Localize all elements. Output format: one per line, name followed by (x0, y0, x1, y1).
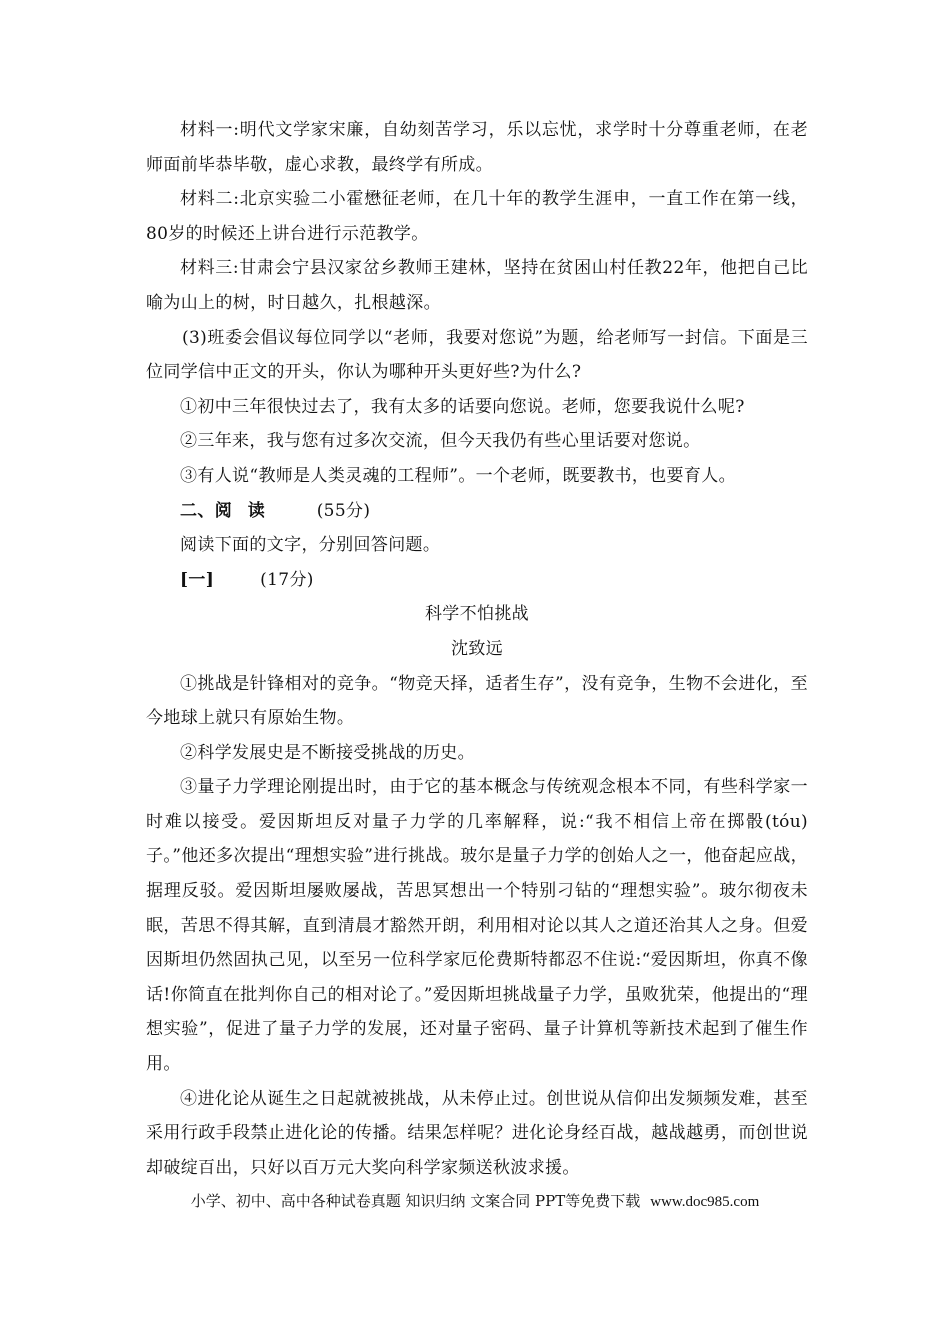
part-label: [一] (180, 569, 215, 590)
question-3: (3)班委会倡议每位同学以“老师，我要对您说”为题，给老师写一封信。下面是三位同学信中正文的开头，你认为哪种开头更好些?为什么? (146, 327, 808, 383)
material-1: 材料一:明代文学家宋廉，自幼刻苦学习，乐以忘忧，求学时十分尊重老师，在老师面前毕恭毕敬，虚心求教，最终学有所成。 (146, 120, 808, 175)
article-title: 科学不怕挑战 (424, 604, 530, 625)
footer-text: 小学、初中、高中各种试卷真题 知识归纳 文案合同 PPT等免费下载 (190, 1192, 641, 1210)
article-paragraph-4: ④进化论从诞生之日起就被挑战，从未停止过。创世说从信仰出发频频发难，甚至采用行政手段禁止进化论的传播。结果怎样呢？进化论身经百战，越战越勇，而创世说却破绽百出，只好以百万元大奖向科学家频送秋波求援。 (146, 1088, 808, 1178)
section-score: (55分) (316, 500, 371, 521)
part-1-heading (146, 563, 808, 598)
option-2: ②三年来，我与您有过多次交流，但今天我仍有些心里话要对您说。 (180, 431, 701, 452)
option-3: ③有人说“教师是人类灵魂的工程师”。一个老师，既要教书，也要育人。 (180, 465, 736, 486)
page-footer (0, 1189, 950, 1214)
article-author: 沈致远 (450, 638, 504, 659)
page-content (146, 113, 808, 1185)
part-score: (17分) (260, 569, 314, 590)
article-paragraph-1: ①挑战是针锋相对的竞争。“物竞天择，适者生存”，没有竞争，生物不会进化，至今地球上就只有原始生物。 (146, 673, 808, 729)
section-2-heading (146, 494, 808, 529)
section-title: 阅读 (214, 500, 281, 521)
section-number: 二、 (180, 500, 215, 521)
footer-site-link[interactable]: www.doc985.com (650, 1194, 760, 1210)
article-paragraph-2: ②科学发展史是不断接受挑战的历史。 (180, 742, 475, 763)
option-1: ①初中三年很快过去了，我有太多的话要向您说。老师，您要我说什么呢? (180, 396, 745, 417)
material-2: 材料二:北京实验二小霍懋征老师，在几十年的教学生涯申，一直工作在第一线，80岁的时候还上讲台进行示范教学。 (146, 189, 808, 244)
material-3: 材料三:甘肃会宁县汉家岔乡教师王建林，坚持在贫困山村任教22年，他把自己比喻为山上的树，时日越久，扎根越深。 (146, 258, 808, 313)
reading-instruction: 阅读下面的文字，分别回答问题。 (180, 535, 441, 556)
article-paragraph-3: ③量子力学理论刚提出时，由于它的基本概念与传统观念根本不同，有些科学家一时难以接受。爱因斯坦反对量子力学的几率解释，说:“我不相信上帝在掷骰(tóu)子。”他还多次提出“理想实验”进行挑战。玻尔是量子力学的创始人之一，他奋起应战，据理反驳。爱因斯坦屡败屡战，苦思冥想出一个特别刁钻的“理想实验”。玻尔彻夜未眠，苦思不得其解，直到清晨才豁然开朗，利用相对论以其人之道还治其人之身。但爱因斯坦仍然固执己见，以至另一位科学家厄伦费斯特都忍不住说:“爱因斯坦，你真不像话!你简直在批判你自己的相对论了。”爱因斯坦挑战量子力学，虽败犹荣，他提出的“理想实验”，促进了量子力学的发展，还对量子密码、量子计算机等新技术起到了催生作用。 (146, 777, 808, 1075)
